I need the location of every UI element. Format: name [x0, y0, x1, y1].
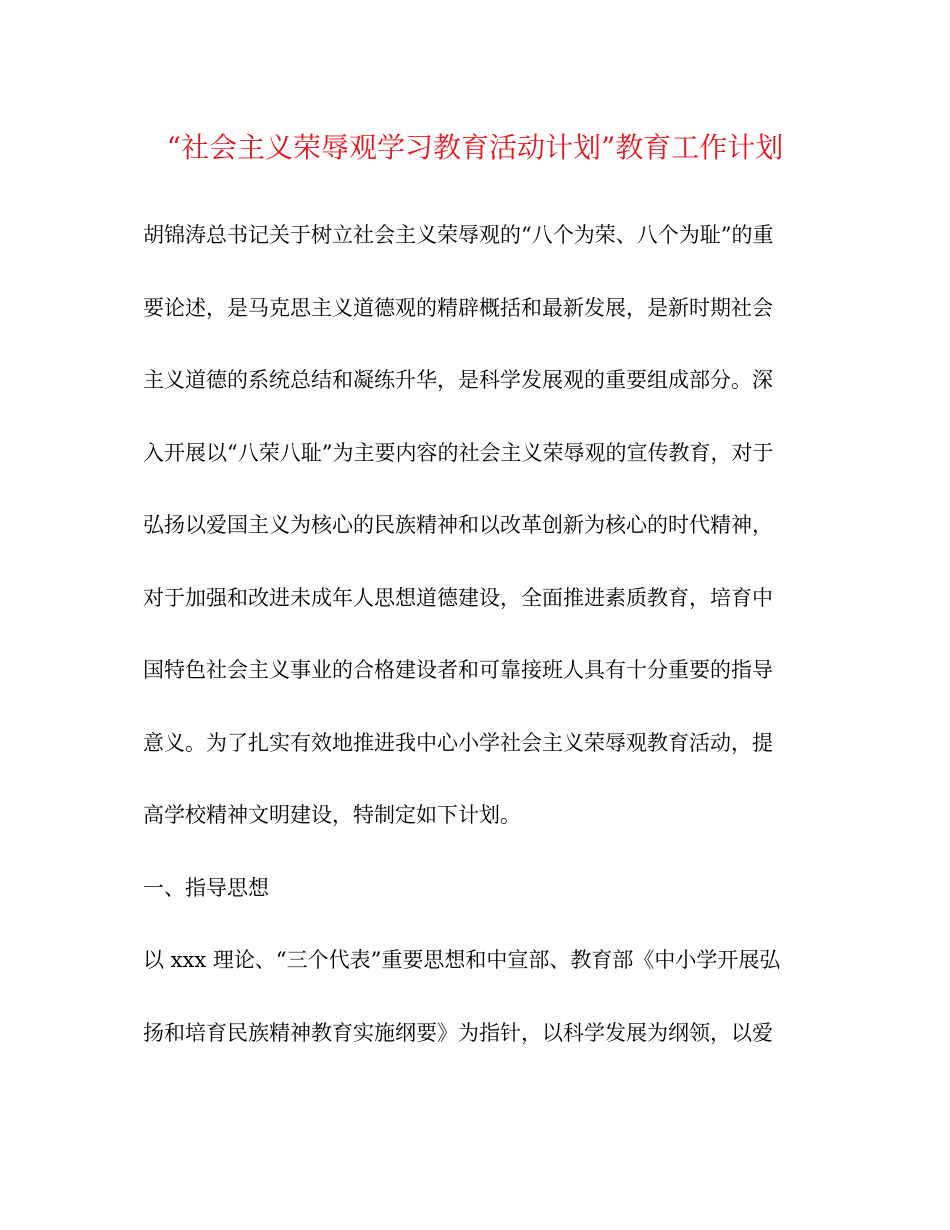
document-body [143, 212, 803, 1082]
body-line: 要论述，是马克思主义道德观的精辟概括和最新发展，是新时期社会 [143, 295, 773, 320]
body-line: 扬和培育民族精神教育实施纲要》为指针，以科学发展为纲领，以爱 [143, 1020, 773, 1045]
body-line: 弘扬以爱国主义为核心的民族精神和以改革创新为核心的时代精神， [143, 513, 773, 537]
body-line: 以 xxx 理论、“三个代表”重要思想和中宣部、教育部《中小学开展弘 [143, 948, 781, 972]
body-line: 国特色社会主义事业的合格建设者和可靠接班人具有十分重要的指导 [143, 658, 773, 682]
body-line: 意义。为了扎实有效地推进我中心小学社会主义荣辱观教育活动，提 [143, 730, 773, 755]
document-title: “社会主义荣辱观学习教育活动计划”教育工作计划 [166, 131, 784, 164]
body-line: 对于加强和改进未成年人思想道德建设，全面推进素质教育，培育中 [143, 585, 773, 610]
body-line: 胡锦涛总书记关于树立社会主义荣辱观的“八个为荣、八个为耻”的重 [143, 223, 774, 247]
body-line: 主义道德的系统总结和凝练升华，是科学发展观的重要组成部分。深 [143, 368, 773, 392]
body-line: 入开展以“八荣八耻”为主要内容的社会主义荣辱观的宣传教育，对于 [143, 440, 774, 465]
section-heading: 一、指导思想 [143, 875, 269, 900]
body-line: 高学校精神文明建设，特制定如下计划。 [143, 803, 521, 827]
